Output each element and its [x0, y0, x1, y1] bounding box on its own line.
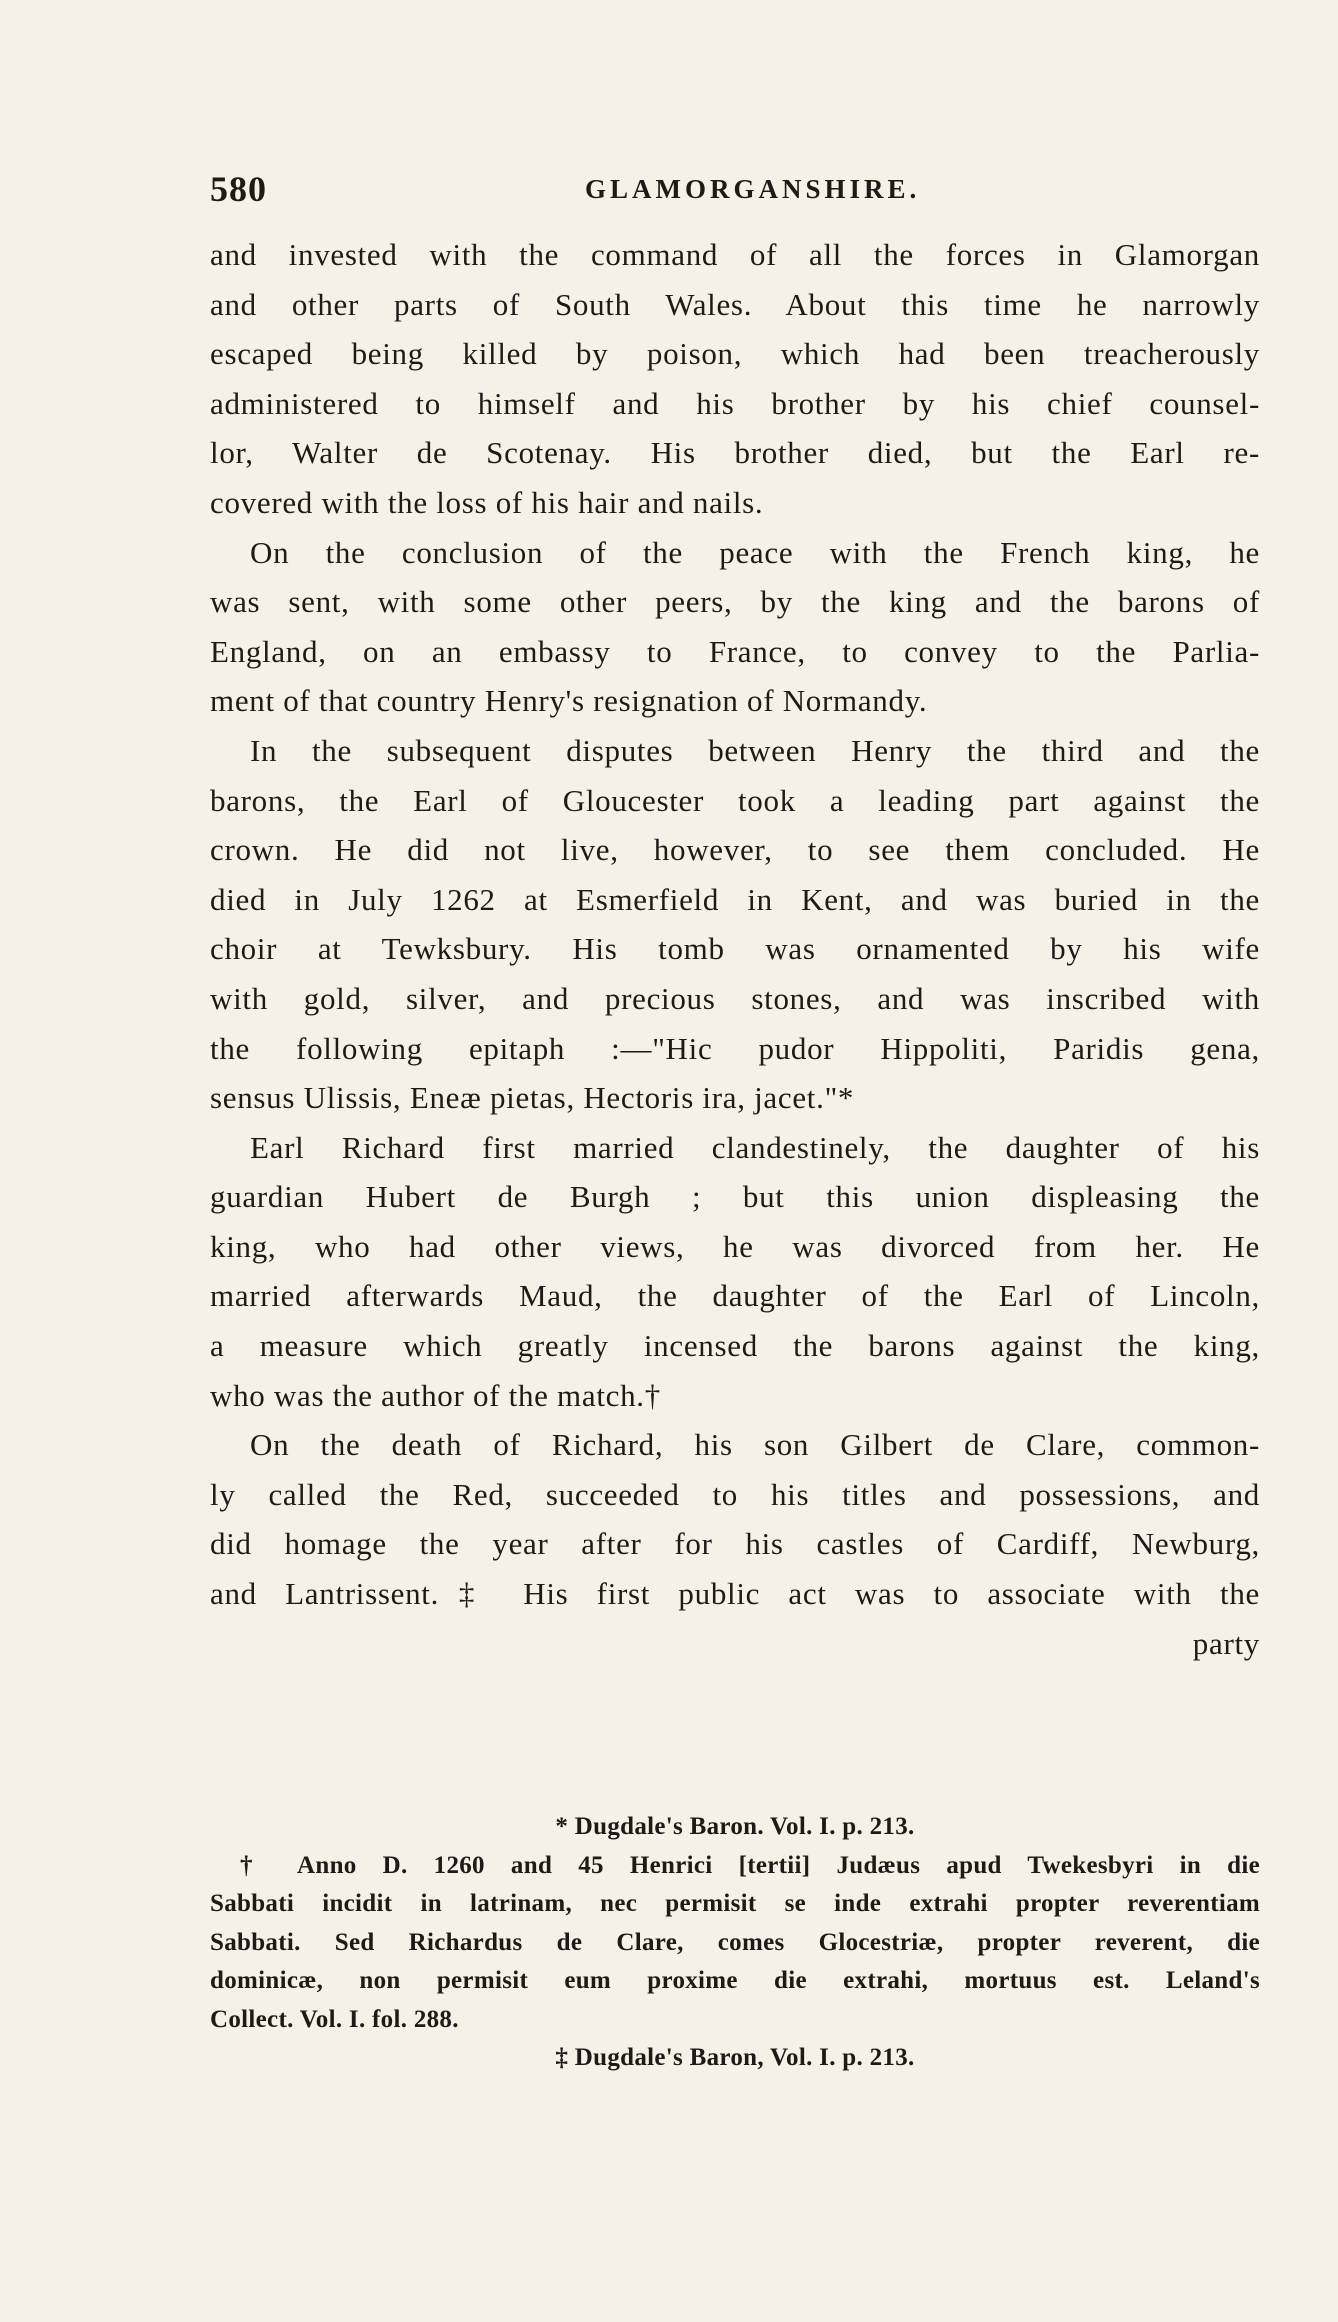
- body-line: choir at Tewksbury. His tomb was ornamented by his wife: [210, 931, 1260, 967]
- body-line: who was the author of the match.†: [210, 1377, 661, 1413]
- body-line: covered with the loss of his hair and nails.: [210, 484, 764, 520]
- footnote-line: Collect. Vol. I. fol. 288.: [210, 2005, 459, 2033]
- page-header: [210, 168, 1210, 208]
- body-line: ment of that country Henry's resignation of Normandy.: [210, 683, 928, 719]
- body-line: lor, Walter de Scotenay. His brother died, but the Earl re-: [210, 435, 1260, 471]
- footnotes: [210, 1808, 1260, 2078]
- body-line: On the conclusion of the peace with the French king, he: [250, 534, 1260, 570]
- body-line: administered to himself and his brother by his chief counsel-: [210, 385, 1260, 421]
- body-line: a measure which greatly incensed the barons against the king,: [210, 1328, 1260, 1364]
- body-line: In the subsequent disputes between Henry the third and the: [250, 732, 1260, 768]
- body-line: and invested with the command of all the forces in Glamorgan: [210, 237, 1260, 272]
- body-line: and Lantrissent.‡ His first public act was to associate with the: [210, 1576, 1260, 1612]
- body-line: with gold, silver, and precious stones, and was inscribed with: [210, 980, 1260, 1016]
- body-line: was sent, with some other peers, by the king and the barons of: [210, 584, 1260, 620]
- body-line: king, who had other views, he was divorced from her. He: [210, 1228, 1260, 1264]
- body-line: Earl Richard first married clandestinely, the daughter of his: [250, 1129, 1260, 1165]
- body-line: crown. He did not live, however, to see them concluded. He: [210, 832, 1260, 868]
- body-line: sensus Ulissis, Eneæ pietas, Hectoris ira, jacet."*: [210, 1080, 855, 1116]
- body-line: escaped being killed by poison, which had been treacherously: [210, 336, 1260, 372]
- body-line: barons, the Earl of Gloucester took a leading part against the: [210, 782, 1260, 818]
- body-line: guardian Hubert de Burgh ; but this union displeasing the: [210, 1179, 1260, 1215]
- body-text: [210, 230, 1260, 1668]
- body-line: married afterwards Maud, the daughter of the Earl of Lincoln,: [210, 1278, 1260, 1314]
- footnote-line: dominicæ, non permisit eum proxime die extrahi, mortuus est. Leland's: [210, 1967, 1260, 1994]
- body-line: England, on an embassy to France, to convey to the Parlia-: [210, 633, 1260, 669]
- body-line: On the death of Richard, his son Gilbert de Clare, common-: [250, 1427, 1260, 1463]
- body-line: did homage the year after for his castles of Cardiff, Newburg,: [210, 1526, 1260, 1562]
- catchword: party: [1192, 1625, 1260, 1661]
- body-line: and other parts of South Wales. About this time he narrowly: [210, 286, 1260, 322]
- footnote-line: ‡ Dugdale's Baron, Vol. I. p. 213.: [555, 2044, 915, 2071]
- footnote-line: Sabbati incidit in latrinam, nec permisit se inde extrahi propter reverentiam: [210, 1890, 1260, 1917]
- running-head: GLAMORGANSHIRE.: [585, 174, 921, 204]
- footnote-line: Sabbati. Sed Richardus de Clare, comes Glocestriæ, propter reverent, die: [210, 1928, 1260, 1956]
- body-line: ly called the Red, succeeded to his titles and possessions, and: [210, 1476, 1260, 1512]
- body-line: died in July 1262 at Esmerfield in Kent, and was buried in the: [210, 881, 1260, 917]
- page-number: 580: [210, 169, 267, 209]
- footnote-line: * Dugdale's Baron. Vol. I. p. 213.: [555, 1813, 915, 1840]
- body-line: the following epitaph :—"Hic pudor Hippoliti, Paridis gena,: [210, 1030, 1260, 1066]
- footnote-line: † Anno D. 1260 and 45 Henrici [tertii] Judæus apud Twekesbyri in die: [240, 1851, 1260, 1879]
